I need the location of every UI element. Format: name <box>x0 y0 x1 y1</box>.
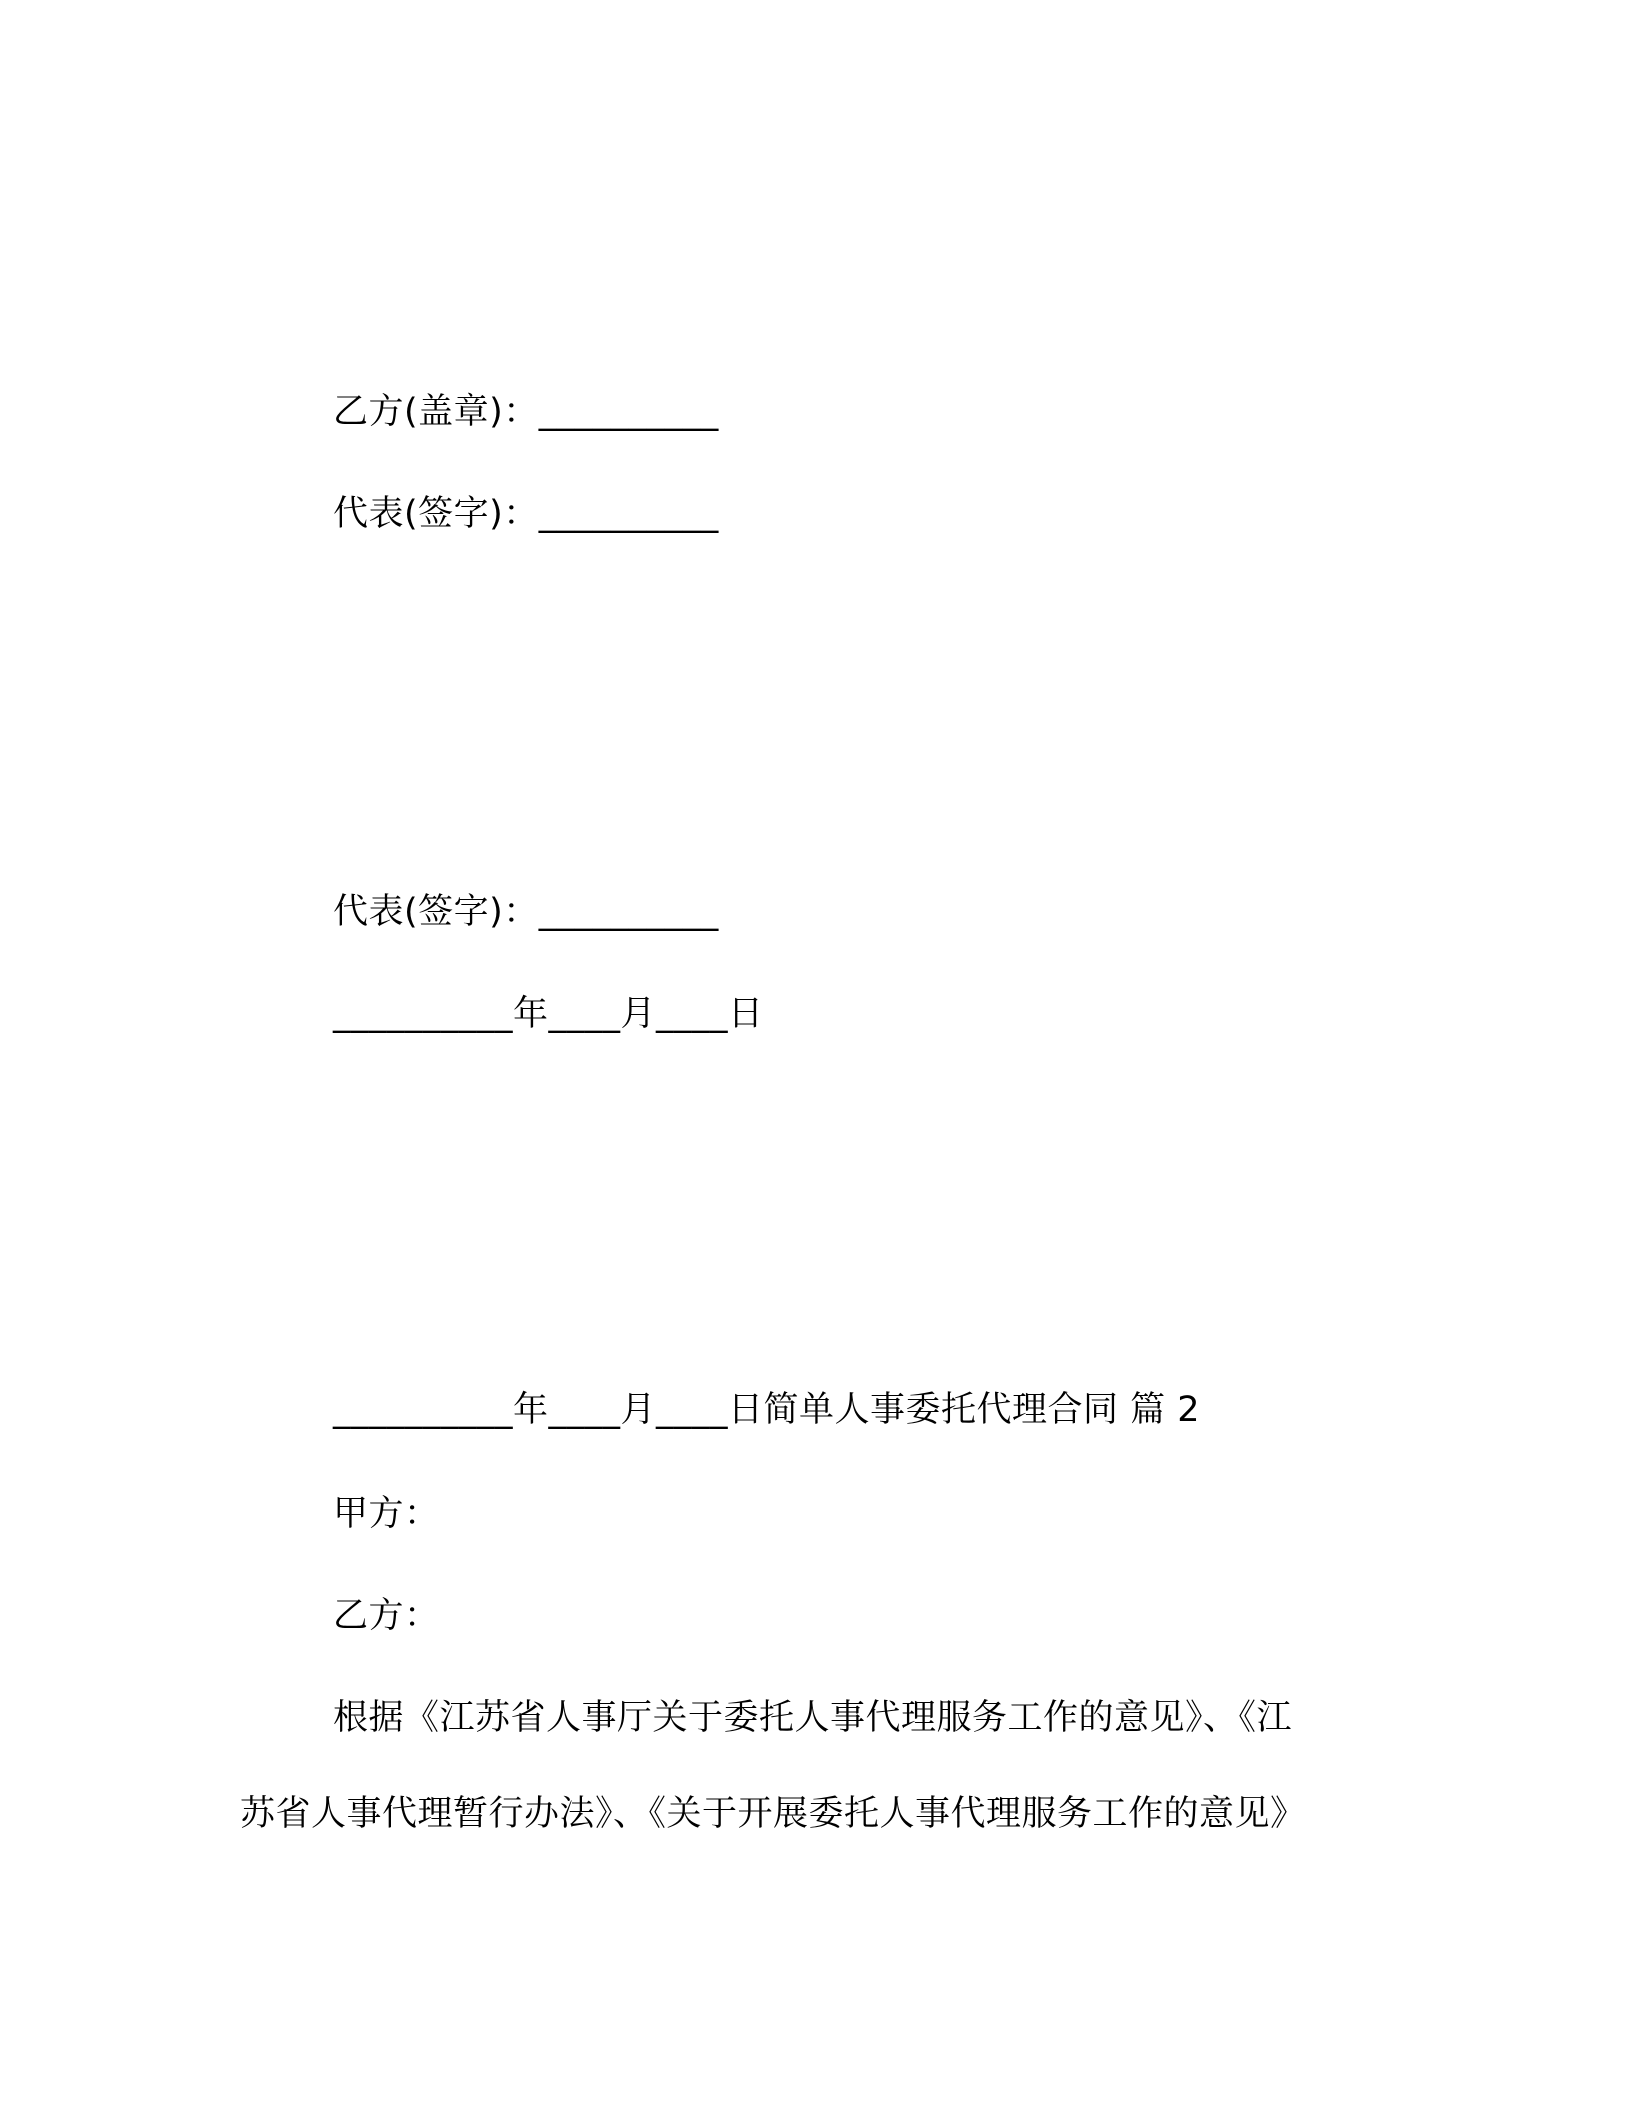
body-paragraph-line-2: 苏省人事代理暂行办法》、《关于开展委托人事代理服务工作的意见》 <box>240 1794 1306 1834</box>
party-b-representative-signature-line: 代表(签字)：__________ <box>333 494 719 534</box>
party-b-seal-line: 乙方(盖章)：__________ <box>333 392 719 432</box>
body-paragraph-line-1: 根据《江苏省人事厅关于委托人事代理服务工作的意见》、《江 <box>333 1698 1293 1738</box>
party-b-line: 乙方： <box>333 1596 440 1636</box>
party-a-line: 甲方： <box>333 1494 440 1534</box>
date-line: __________年____月____日 <box>333 994 764 1034</box>
representative-signature-line: 代表(签字)：__________ <box>333 892 719 932</box>
contract-title-line: __________年____月____日简单人事委托代理合同 篇 2 <box>333 1390 1201 1430</box>
